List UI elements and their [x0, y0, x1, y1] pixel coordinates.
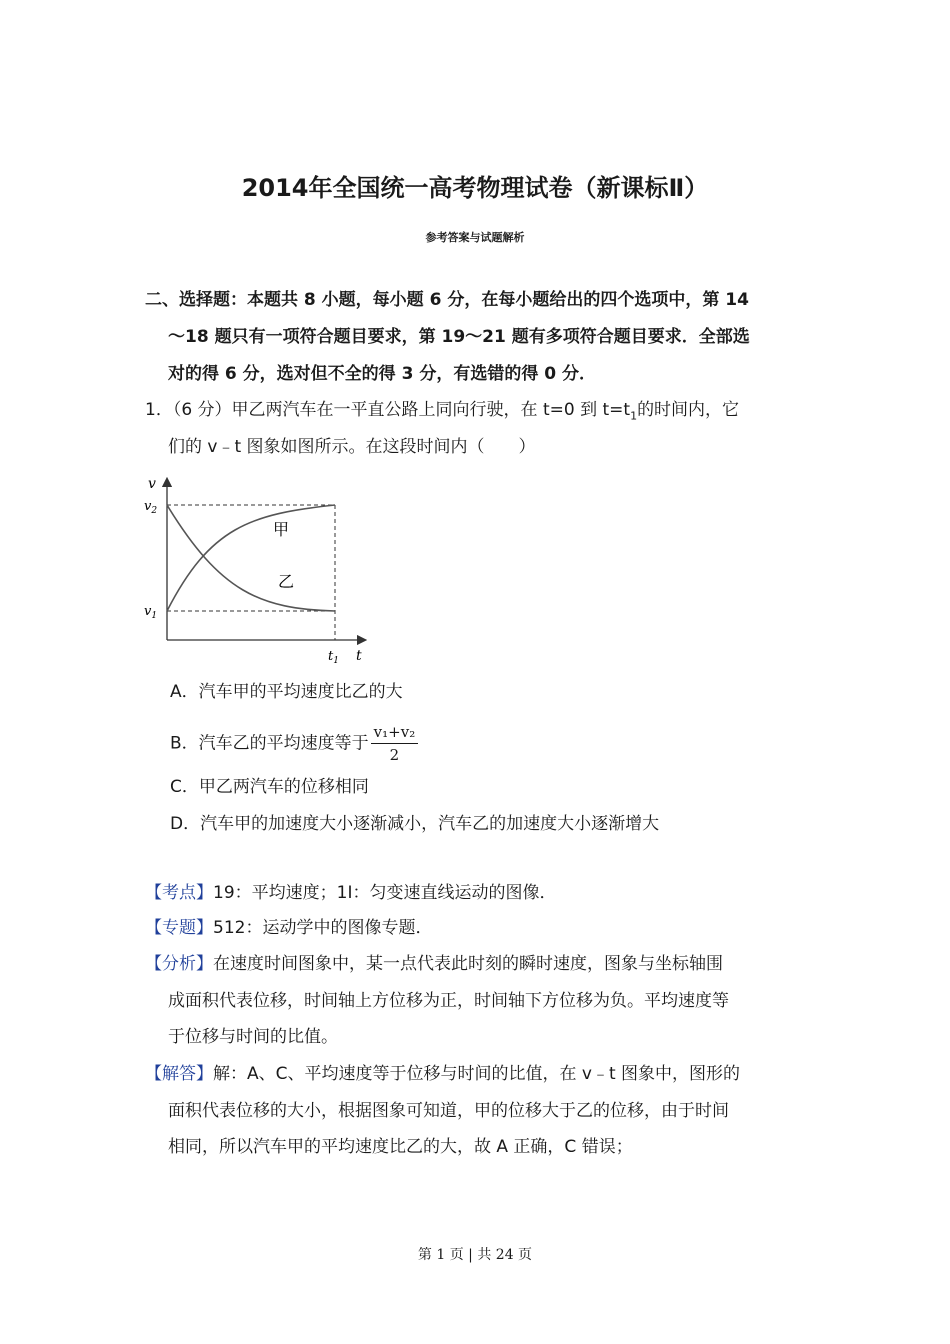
jieda-line3: 相同，所以汽车甲的平均速度比乙的大，故 A 正确，C 错误； — [168, 1137, 633, 1157]
kaodian-text: 19：平均速度；1I：匀变速直线运动的图像． — [213, 883, 557, 903]
curve-yi-label: 乙 — [278, 572, 295, 591]
option-d: D．汽车甲的加速度大小逐渐减小，汽车乙的加速度大小逐渐增大 — [170, 814, 660, 834]
t-axis-label: t — [356, 648, 362, 664]
fenxi-line1 — [145, 954, 723, 974]
section-heading-line1: 二、选择题：本题共 8 小题，每小题 6 分，在每小题给出的四个选项中，第 14 — [145, 290, 749, 310]
question-1-line2: 们的 v﹣t 图象如图所示。在这段时间内（ ） — [168, 437, 536, 457]
option-a: A．汽车甲的平均速度比乙的大 — [170, 682, 403, 702]
page-title: 2014年全国统一高考物理试卷（新课标Ⅱ） — [241, 174, 709, 202]
kaodian-tag: 【考点】 — [145, 883, 213, 903]
fenxi-tag: 【分析】 — [145, 954, 213, 974]
jieda-line1 — [145, 1064, 740, 1084]
question-text-b: 的时间内，它 — [637, 400, 740, 420]
jieda-line2: 面积代表位移的大小，根据图象可知道，甲的位移大于乙的位移，由于时间 — [168, 1101, 729, 1121]
page-subtitle: 参考答案与试题解析 — [425, 231, 525, 244]
question-text-a: （6 分）甲乙两汽车在一平直公路上同向行驶，在 t=0 到 t=t — [172, 400, 631, 420]
vt-graph — [140, 472, 380, 668]
option-b-text: B．汽车乙的平均速度等于 — [170, 733, 369, 754]
fenxi-line3: 于位移与时间的比值。 — [168, 1027, 338, 1047]
zhuanti-tag: 【专题】 — [145, 918, 213, 938]
v1-label: $v_1$ — [144, 604, 158, 621]
curve-yi — [167, 505, 335, 611]
question-t1-subscript: 1 — [630, 409, 638, 423]
option-b — [170, 722, 418, 765]
kaodian-line — [145, 883, 556, 903]
fenxi-text1: 在速度时间图象中，某一点代表此时刻的瞬时速度，图象与坐标轴围 — [213, 954, 723, 974]
fraction-numerator: v₁+v₂ — [371, 722, 419, 744]
option-b-fraction — [371, 722, 419, 765]
v2-label: $v_2$ — [144, 499, 158, 516]
section-heading-line3: 对的得 6 分，选对但不全的得 3 分，有选错的得 0 分． — [168, 364, 596, 384]
fenxi-line2: 成面积代表位移，时间轴上方位移为正，时间轴下方位移为负。平均速度等 — [168, 991, 729, 1011]
question-1-line1 — [145, 400, 739, 426]
zhuanti-line — [145, 918, 432, 938]
page-footer: 第 1 页 | 共 24 页 — [417, 1247, 533, 1263]
v-axis-label: v — [148, 476, 156, 492]
t1-label: $t_1$ — [328, 649, 339, 666]
jieda-text1: 解：A、C、平均速度等于位移与时间的比值，在 v﹣t 图象中，图形的 — [213, 1064, 741, 1084]
curve-jia-label: 甲 — [273, 520, 290, 539]
jieda-tag: 【解答】 — [145, 1064, 213, 1084]
fraction-denominator: 2 — [389, 746, 400, 764]
zhuanti-text: 512：运动学中的图像专题． — [213, 918, 433, 938]
option-c: C．甲乙两汽车的位移相同 — [170, 777, 369, 797]
question-number: 1． — [145, 400, 173, 420]
section-heading-line2: ～18 题只有一项符合题目要求，第 19～21 题有多项符合题目要求．全部选 — [168, 327, 750, 347]
